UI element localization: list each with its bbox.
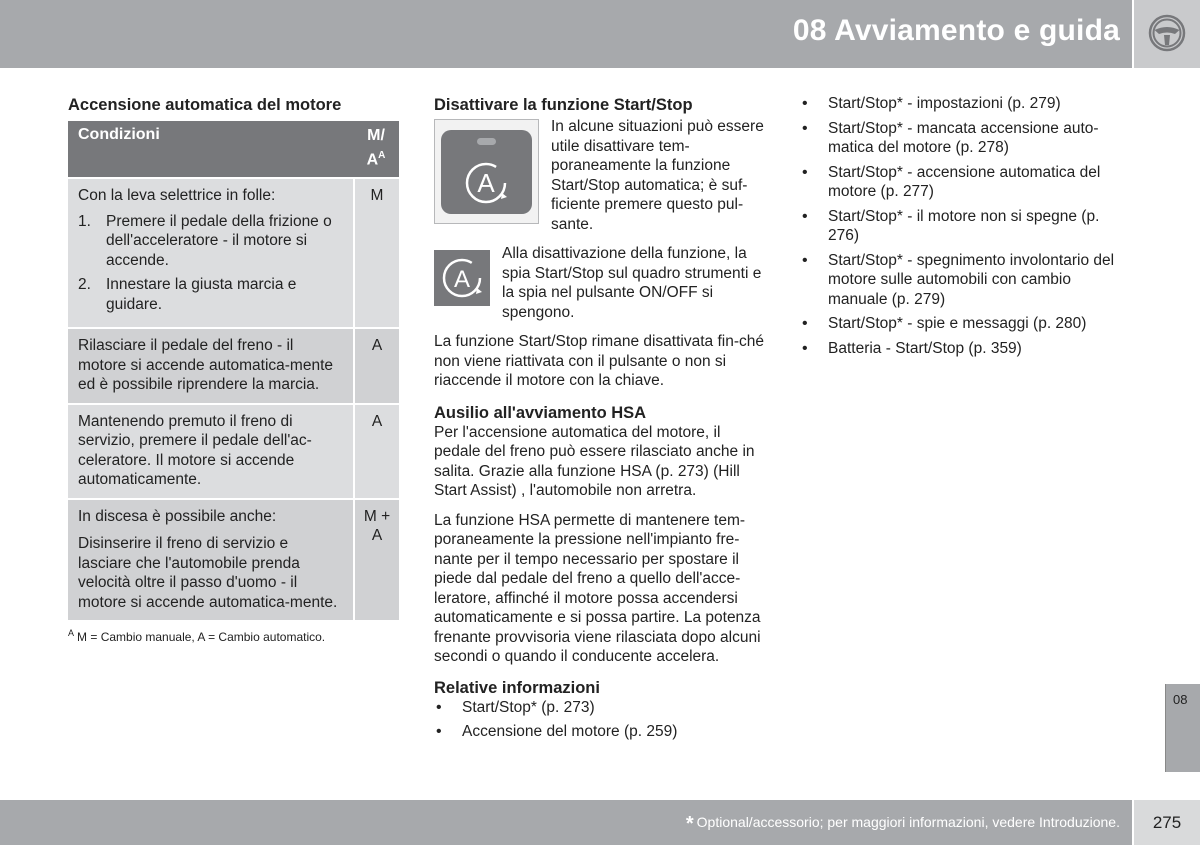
related-link[interactable]: • Start/Stop* - impostazioni (p. 279) xyxy=(800,94,1120,114)
table-footnote: $^A$ M = Cambio manuale, A = Cambio automatico. xyxy=(68,628,326,644)
table-cell: Con la leva selettrice in folle: 1. Premere il pedale della frizione o dell'acceleratore - il motore si accende. 2. Innestare la giusta marcia e guidare. xyxy=(68,179,353,327)
paragraph: La funzione HSA permette di mantenere tem-poraneamente la pressione nell'impianto fre-nante per il tempo necessario per spostare il piede dal pedale del freno a quello dell'acce-leratore, affinché il motore possa accendersi automaticamente e si possa partire. La potenza frenante provvisoria viene rilasciata dopo alcuni secondi o quando il conducente accelera. xyxy=(434,511,761,665)
steps-list xyxy=(78,212,343,315)
related-link[interactable]: • Start/Stop* (p. 273) xyxy=(434,698,766,718)
related-link[interactable]: • Start/Stop* - spie e messaggi (p. 280) xyxy=(800,314,1120,334)
table-cell: Mantenendo premuto il freno di servizio, premere il pedale dell'ac-celeratore. Il motore si accende automaticamente. xyxy=(68,405,353,498)
mode-cell: M xyxy=(353,179,399,327)
section-heading: Accensione automatica del motore xyxy=(68,96,342,114)
table-header-row xyxy=(68,121,399,177)
table-row xyxy=(68,179,399,327)
mode-cell: A xyxy=(353,405,399,498)
left-column xyxy=(68,96,399,644)
section-heading: Ausilio all'avviamento HSA xyxy=(434,403,647,422)
header-mode: M/ $A^A$ xyxy=(353,121,399,177)
related-links xyxy=(434,698,766,742)
table-row xyxy=(68,329,399,403)
middle-column xyxy=(434,96,766,747)
table-cell: Rilasciare il pedale del freno - il motore si accende automatica-mente ed è possibile riprendere la marcia. xyxy=(68,329,353,403)
start-stop-indicator-icon xyxy=(434,250,490,306)
mode-cell: A xyxy=(353,329,399,403)
list-item: 1. Premere il pedale della frizione o dell'acceleratore - il motore si accende. xyxy=(78,212,332,269)
related-link[interactable]: • Batteria - Start/Stop (p. 359) xyxy=(800,339,1120,359)
section-heading: Relative informazioni xyxy=(434,678,600,697)
section-heading: Disattivare la funzione Start/Stop xyxy=(434,96,693,114)
page-number: 275 xyxy=(1134,800,1200,845)
related-link[interactable]: • Start/Stop* - il motore non si spegne (p. 276) xyxy=(800,207,1120,246)
list-item: 2. Innestare la giusta marcia e guidare. xyxy=(78,276,297,313)
page-footer xyxy=(0,800,1132,845)
table-row xyxy=(68,500,399,621)
chapter-side-tab xyxy=(1165,684,1200,772)
paragraph: La funzione Start/Stop rimane disattivata fin-ché non viene riattivata con il pulsante o non si riaccende il motore con la chiave. xyxy=(434,333,764,389)
right-column xyxy=(800,94,1120,363)
paragraph: Per l'accensione automatica del motore, il pedale del freno può essere rilasciato anche in salita. Grazie alla funzione HSA (p. 273) (Hill Start Assist) , l'automobile non arretra. xyxy=(434,423,755,499)
table-row xyxy=(68,405,399,498)
footer-note: * Optional/accessorio; per maggiori informazioni, vedere Introduzione. xyxy=(685,813,1120,835)
related-link[interactable]: • Start/Stop* - accensione automatica del motore (p. 277) xyxy=(800,163,1120,202)
svg-text:A: A xyxy=(477,168,495,198)
chapter-tab-label: 08 xyxy=(1173,692,1188,707)
related-link[interactable]: • Start/Stop* - mancata accensione auto-matica del motore (p. 278) xyxy=(800,119,1120,158)
chapter-title: 08 Avviamento e guida xyxy=(792,14,1120,47)
svg-text:A: A xyxy=(453,266,471,293)
conditions-table xyxy=(68,119,399,622)
table-cell: In discesa è possibile anche: Disinserire il freno di servizio e lasciare che l'automobile prenda velocità oltre il passo d'uomo - il motore si accende automatica-mente. xyxy=(68,500,353,621)
mode-cell: M + A xyxy=(353,500,399,621)
related-link[interactable]: • Accensione del motore (p. 259) xyxy=(434,722,766,742)
related-links xyxy=(800,94,1120,358)
steering-wheel-icon xyxy=(1148,14,1186,52)
related-link[interactable]: • Start/Stop* - spegnimento involontario del motore sulle automobili con cambio manuale (p. 279) xyxy=(800,251,1120,310)
paragraph: Alla disattivazione della funzione, la spia Start/Stop sul quadro strumenti e la spia nel pulsante ON/OFF si spengono. xyxy=(502,245,762,321)
page-header xyxy=(0,0,1132,68)
start-stop-button-icon xyxy=(434,119,539,224)
chapter-icon-box xyxy=(1134,0,1200,68)
paragraph: In alcune situazioni può essere utile disattivare tem-poraneamente la funzione Start/Stop automatica; è suf-ficiente premere questo pul-sante. xyxy=(551,118,764,233)
header-conditions: Condizioni xyxy=(68,121,353,177)
